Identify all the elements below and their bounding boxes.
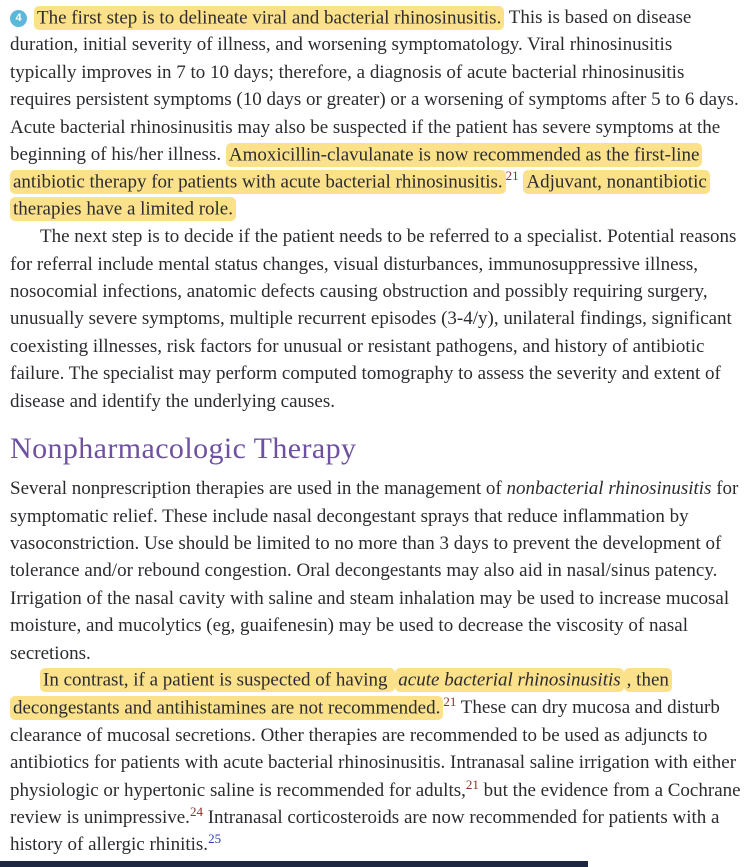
text-segment: These can dry mucosa and disturb clearance of mucosal secretions. Other therapies are recommended to be used as adjuncts to antibiotics for patients with acute bacterial rhinosinusitis. Intranasal saline irrigation with either physiologic or hypertonic saline is recommended for adults, [10,697,737,801]
article-body [10,4,743,859]
paragraph [10,223,743,415]
highlighted-text: Adjuvant, nonantibiotic therapies have a limited role. [10,170,710,221]
citation-reference[interactable]: 21 [443,694,457,710]
text-segment: for symptomatic relief. These include nasal decongestant sprays that reduce inflammation by vasoconstriction. Use should be limited to no more than 3 days to prevent the development of tolerance and/or rebound congestion. Oral decongestants may also aid in nasal/sinus patency. Irrigation of the nasal cavity with saline and steam inhalation may be used to increase mucosal moisture, and mucolytics (eg, guaifenesin) may be used to decrease the viscosity of nasal secretions. [10,478,739,664]
citation-reference[interactable]: 24 [189,803,203,819]
highlighted-text: , then decongestants and antihistamines are not recommended. [10,668,672,719]
text-segment: This is based on disease duration, initial severity of illness, and worsening symptomatology. Viral rhinosinusitis typically improves in 7 to 10 days; therefore, a diagnosis of acute bacterial rhinosinusitis requires persistent symptoms (10 days or greater) or a worsening of symptoms after 5 to 6 days. Acute bacterial rhinosinusitis may also be suspected if the patient has severe symptoms at the beginning of his/her illness. [10,7,739,166]
citation-reference[interactable]: 21 [505,168,519,184]
text-segment: The next step is to decide if the patient needs to be referred to a specialist. Potential reasons for referral include mental status changes, visual disturbances, immunosuppressive illness, nosocomial infections, anatomic defects causing obstruction and possibly requiring surgery, unusually severe symptoms, multiple recurrent episodes (3-4/y), unilateral findings, significant coexisting illnesses, risk factors for unusual or resistant pathogens, and history of antibiotic failure. The specialist may perform computed tomography to assess the severity and extent of disease and identify the underlying causes. [10,226,737,412]
text-segment: nonbacterial rhinosinusitis [506,478,712,500]
highlighted-text: In contrast, if a patient is suspected of having [40,668,395,692]
text-segment: but the evidence from a Cochrane review is unimpressive. [10,779,741,828]
citation-reference[interactable]: 21 [465,776,479,792]
text-segment: Several nonprescription therapies are used in the management of [10,478,507,500]
paragraph [10,4,743,223]
paragraph [10,667,743,859]
cropped-table-edge-bar [0,861,588,867]
step-number-badge: 4 [10,10,27,27]
paragraph [10,475,743,667]
section-heading: Nonpharmacologic Therapy [10,432,357,466]
highlighted-text: Amoxicillin-clavulanate is now recommended as the first-line antibiotic therapy for patients with acute bacterial rhinosinusitis. [10,143,702,194]
text-segment: Intranasal corticosteroids are now recommended for patients with a history of allergic rhinitis. [10,806,720,856]
citation-reference[interactable]: 25 [208,831,222,847]
highlighted-text: The first step is to delineate viral and bacterial rhinosinusitis. [34,6,504,30]
highlighted-text: acute bacterial rhinosinusitis [395,668,623,692]
